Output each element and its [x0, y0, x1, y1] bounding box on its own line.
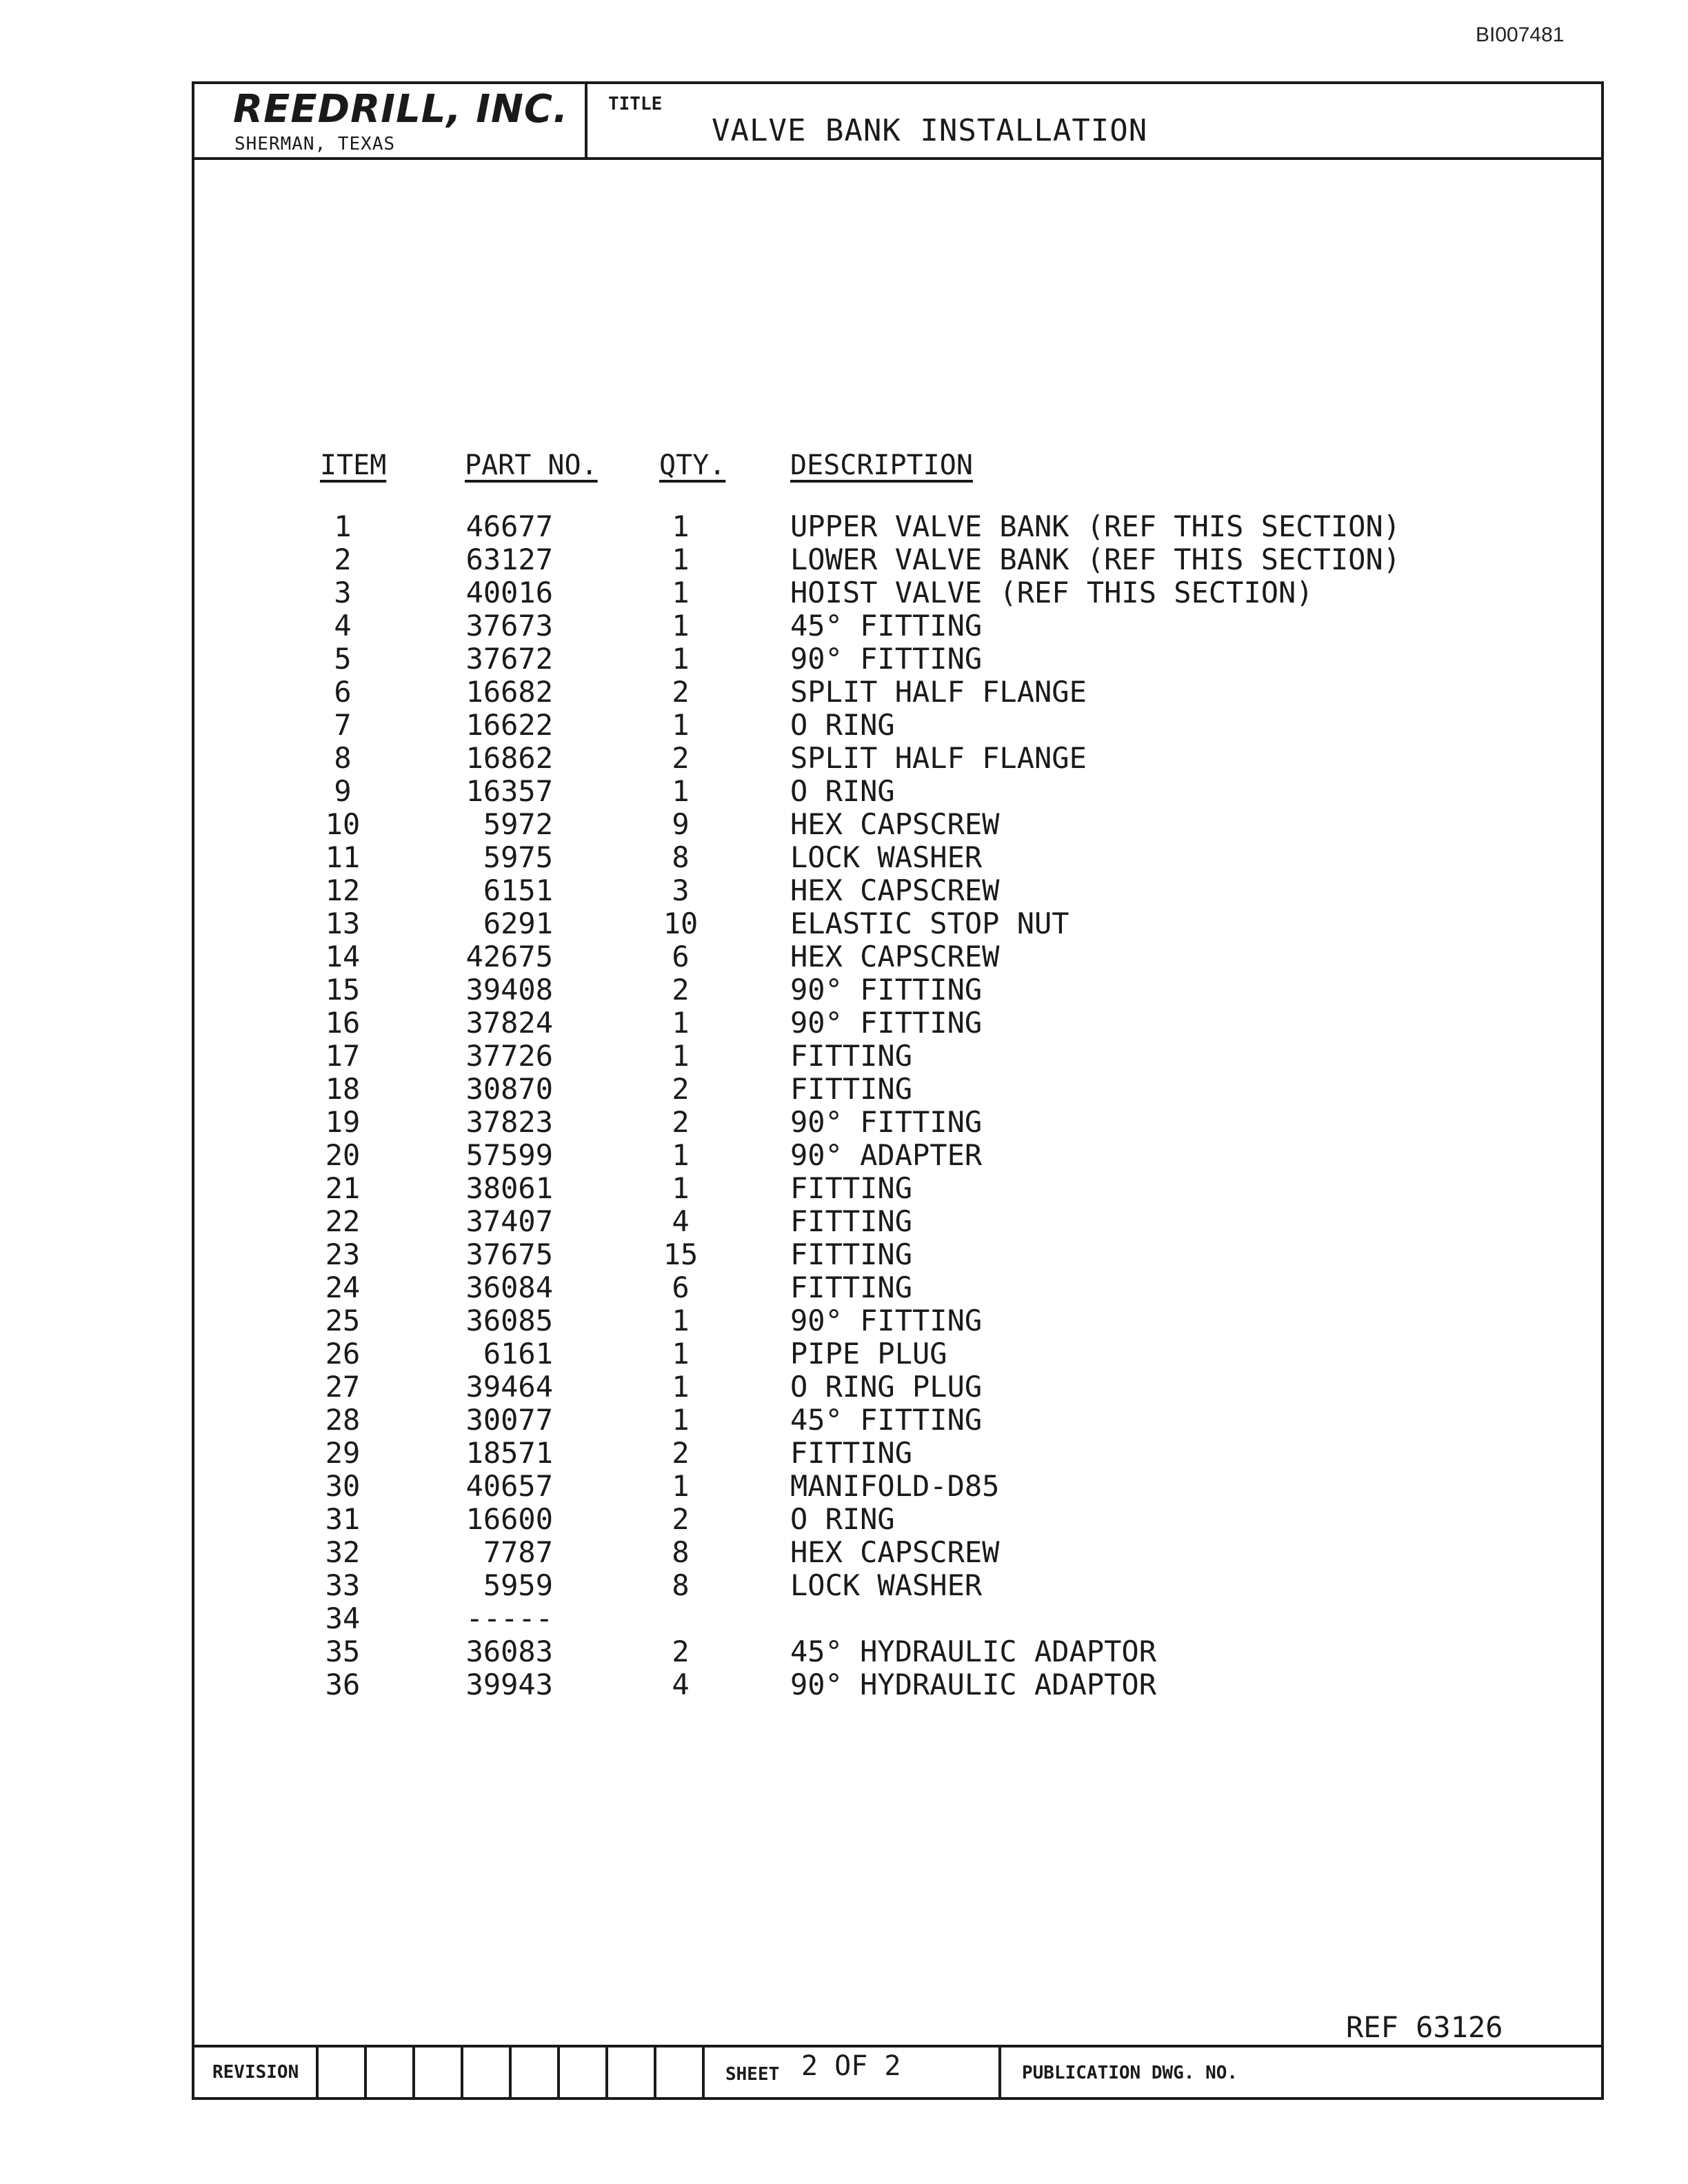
table-row [194, 1404, 1601, 1437]
quantity: 15 [663, 1237, 699, 1271]
quantity: 6 [672, 1271, 690, 1304]
part-number: 39464 [465, 1370, 553, 1404]
item-number: 33 [325, 1568, 361, 1602]
quantity: 9 [672, 807, 690, 841]
description: UPPER VALVE BANK (REF THIS SECTION) [790, 509, 1401, 543]
item-number: 36 [325, 1668, 361, 1701]
quantity: 1 [672, 543, 690, 576]
item-number: 11 [325, 840, 361, 874]
part-number: 36083 [465, 1635, 553, 1668]
table-row [194, 841, 1601, 874]
description: SPLIT HALF FLANGE [790, 741, 1087, 775]
part-number: 5975 [483, 840, 553, 874]
table-row [194, 676, 1601, 709]
description: 90° ADAPTER [790, 1138, 983, 1172]
item-number: 34 [325, 1601, 361, 1635]
item-number: 3 [334, 576, 352, 609]
table-row [194, 808, 1601, 841]
quantity: 8 [672, 1535, 690, 1569]
description: FITTING [790, 1436, 913, 1470]
item-number: 6 [334, 675, 352, 709]
description: 90° HYDRAULIC ADAPTOR [790, 1668, 1157, 1701]
revision-box [367, 2048, 415, 2097]
quantity: 2 [672, 1436, 690, 1470]
part-number: 6161 [483, 1337, 553, 1371]
table-row [194, 775, 1601, 808]
item-number: 21 [325, 1171, 361, 1205]
quantity: 1 [672, 642, 690, 676]
description: 90° FITTING [790, 1105, 983, 1139]
item-number: 29 [325, 1436, 361, 1470]
quantity: 2 [672, 1105, 690, 1139]
table-row [194, 907, 1601, 940]
revision-box [560, 2048, 608, 2097]
description: 90° FITTING [790, 973, 983, 1007]
description: MANIFOLD-D85 [790, 1469, 1000, 1503]
item-number: 32 [325, 1535, 361, 1569]
table-row [194, 709, 1601, 742]
company-city: SHERMAN, TEXAS [234, 134, 396, 154]
part-number: 16622 [465, 708, 553, 742]
quantity: 1 [672, 1304, 690, 1337]
part-number: 37675 [465, 1237, 553, 1271]
description: FITTING [790, 1204, 913, 1238]
revision-box [512, 2048, 560, 2097]
item-number: 20 [325, 1138, 361, 1172]
part-number: 37407 [465, 1204, 553, 1238]
quantity: 4 [672, 1668, 690, 1701]
part-number: 37726 [465, 1039, 553, 1073]
item-number: 12 [325, 873, 361, 907]
description: HEX CAPSCREW [790, 940, 1000, 973]
description: O RING PLUG [790, 1370, 983, 1404]
quantity: 8 [672, 1568, 690, 1602]
part-number: 16862 [465, 741, 553, 775]
part-number: 16357 [465, 774, 553, 808]
part-number: 40657 [465, 1469, 553, 1503]
quantity: 10 [663, 907, 699, 940]
item-number: 19 [325, 1105, 361, 1139]
parts-list [194, 510, 1601, 1701]
item-number: 18 [325, 1072, 361, 1106]
table-row [194, 1437, 1601, 1470]
part-number: 38061 [465, 1171, 553, 1205]
table-row [194, 1238, 1601, 1271]
quantity: 1 [672, 509, 690, 543]
description: LOCK WASHER [790, 1568, 983, 1602]
table-row [194, 1569, 1601, 1602]
quantity: 1 [672, 1370, 690, 1404]
part-number: 42675 [465, 940, 553, 973]
item-number: 28 [325, 1403, 361, 1437]
quantity: 1 [672, 1039, 690, 1073]
column-header-qty: QTY. [659, 449, 726, 481]
quantity: 1 [672, 609, 690, 643]
description: HOIST VALVE (REF THIS SECTION) [790, 576, 1314, 609]
title-block [194, 84, 1601, 160]
part-number: 37672 [465, 642, 553, 676]
part-number: 5959 [483, 1568, 553, 1602]
description: O RING [790, 708, 895, 742]
table-row [194, 1371, 1601, 1404]
sheet-number: 2 OF 2 [801, 2050, 901, 2082]
part-number: 37673 [465, 609, 553, 643]
quantity: 3 [672, 873, 690, 907]
sheet-block [705, 2048, 1001, 2097]
description: 45° FITTING [790, 609, 983, 643]
drawing-frame [192, 81, 1604, 2100]
table-row [194, 1172, 1601, 1205]
revision-label: REVISION [194, 2048, 319, 2097]
item-number: 5 [334, 642, 352, 676]
drawing-title: VALVE BANK INSTALLATION [712, 113, 1148, 148]
quantity: 8 [672, 840, 690, 874]
sheet-label: SHEET [725, 2064, 780, 2085]
table-row [194, 576, 1601, 609]
table-row [194, 1635, 1601, 1668]
item-number: 17 [325, 1039, 361, 1073]
description: O RING [790, 774, 895, 808]
table-row [194, 510, 1601, 543]
item-number: 27 [325, 1370, 361, 1404]
item-number: 15 [325, 973, 361, 1007]
quantity: 1 [672, 1469, 690, 1503]
table-row [194, 940, 1601, 973]
table-row [194, 1602, 1601, 1635]
part-number: 39943 [465, 1668, 553, 1701]
item-number: 13 [325, 907, 361, 940]
table-row [194, 1470, 1601, 1503]
item-number: 16 [325, 1006, 361, 1040]
table-row [194, 973, 1601, 1007]
part-number: 40016 [465, 576, 553, 609]
description: HEX CAPSCREW [790, 873, 1000, 907]
description: FITTING [790, 1039, 913, 1073]
item-number: 30 [325, 1469, 361, 1503]
column-header-description: DESCRIPTION [790, 449, 973, 481]
part-number: 57599 [465, 1138, 553, 1172]
item-number: 2 [334, 543, 352, 576]
description: SPLIT HALF FLANGE [790, 675, 1087, 709]
description: HEX CAPSCREW [790, 1535, 1000, 1569]
quantity: 4 [672, 1204, 690, 1238]
part-number: 37824 [465, 1006, 553, 1040]
quantity: 2 [672, 675, 690, 709]
table-row [194, 1337, 1601, 1371]
revision-boxes [319, 2048, 705, 2097]
reference-number: REF 63126 [1346, 2010, 1503, 2044]
description: LOWER VALVE BANK (REF THIS SECTION) [790, 543, 1401, 576]
part-number: 5972 [483, 807, 553, 841]
item-number: 35 [325, 1635, 361, 1668]
description: 45° FITTING [790, 1403, 983, 1437]
document-id: BI007481 [1476, 23, 1565, 46]
item-number: 10 [325, 807, 361, 841]
footer-block [194, 2045, 1601, 2097]
part-number: 6151 [483, 873, 553, 907]
title-label: TITLE [608, 94, 663, 114]
description: 90° FITTING [790, 1006, 983, 1040]
quantity: 1 [672, 1403, 690, 1437]
part-number: ----- [465, 1601, 553, 1635]
quantity: 2 [672, 1072, 690, 1106]
revision-box [656, 2048, 705, 2097]
description: FITTING [790, 1072, 913, 1106]
table-row [194, 643, 1601, 676]
description: LOCK WASHER [790, 840, 983, 874]
quantity: 1 [672, 1337, 690, 1371]
table-row [194, 1668, 1601, 1701]
quantity: 1 [672, 1006, 690, 1040]
item-number: 25 [325, 1304, 361, 1337]
item-number: 14 [325, 940, 361, 973]
item-number: 26 [325, 1337, 361, 1371]
quantity: 6 [672, 940, 690, 973]
description: FITTING [790, 1271, 913, 1304]
table-row [194, 1271, 1601, 1304]
quantity: 1 [672, 1138, 690, 1172]
table-row [194, 742, 1601, 775]
item-number: 9 [334, 774, 352, 808]
revision-box [319, 2048, 367, 2097]
part-number: 36085 [465, 1304, 553, 1337]
table-row [194, 1139, 1601, 1172]
description: FITTING [790, 1171, 913, 1205]
part-number: 16600 [465, 1502, 553, 1536]
item-number: 24 [325, 1271, 361, 1304]
part-number: 46677 [465, 509, 553, 543]
description: PIPE PLUG [790, 1337, 947, 1371]
part-number: 7787 [483, 1535, 553, 1569]
revision-box [463, 2048, 512, 2097]
column-header-part-no: PART NO. [465, 449, 598, 481]
description: FITTING [790, 1237, 913, 1271]
table-row [194, 1503, 1601, 1536]
item-number: 31 [325, 1502, 361, 1536]
description: O RING [790, 1502, 895, 1536]
table-row [194, 1073, 1601, 1106]
column-header-item: ITEM [320, 449, 387, 481]
description: ELASTIC STOP NUT [790, 907, 1069, 940]
table-row [194, 1040, 1601, 1073]
quantity: 1 [672, 576, 690, 609]
table-row [194, 609, 1601, 643]
description: 90° FITTING [790, 1304, 983, 1337]
table-row [194, 1106, 1601, 1139]
quantity: 1 [672, 708, 690, 742]
table-row [194, 874, 1601, 907]
table-row [194, 1304, 1601, 1337]
quantity: 1 [672, 1171, 690, 1205]
quantity: 2 [672, 1502, 690, 1536]
company-name: REEDRILL, INC. [233, 87, 569, 132]
quantity: 1 [672, 774, 690, 808]
part-number: 18571 [465, 1436, 553, 1470]
part-number: 39408 [465, 973, 553, 1007]
item-number: 22 [325, 1204, 361, 1238]
item-number: 7 [334, 708, 352, 742]
item-number: 4 [334, 609, 352, 643]
part-number: 16682 [465, 675, 553, 709]
description: HEX CAPSCREW [790, 807, 1000, 841]
part-number: 6291 [483, 907, 553, 940]
table-row [194, 543, 1601, 576]
part-number: 36084 [465, 1271, 553, 1304]
part-number: 37823 [465, 1105, 553, 1139]
item-number: 23 [325, 1237, 361, 1271]
revision-box [608, 2048, 656, 2097]
part-number: 30870 [465, 1072, 553, 1106]
table-row [194, 1205, 1601, 1238]
part-number: 30077 [465, 1403, 553, 1437]
description: 90° FITTING [790, 642, 983, 676]
quantity: 2 [672, 973, 690, 1007]
quantity: 2 [672, 1635, 690, 1668]
table-row [194, 1007, 1601, 1040]
item-number: 8 [334, 741, 352, 775]
table-row [194, 1536, 1601, 1569]
quantity: 2 [672, 741, 690, 775]
publication-drawing-number-label: PUBLICATION DWG. NO. [1022, 2063, 1238, 2083]
revision-box [415, 2048, 463, 2097]
description: 45° HYDRAULIC ADAPTOR [790, 1635, 1157, 1668]
part-number: 63127 [465, 543, 553, 576]
company-block [194, 84, 587, 157]
item-number: 1 [334, 509, 352, 543]
